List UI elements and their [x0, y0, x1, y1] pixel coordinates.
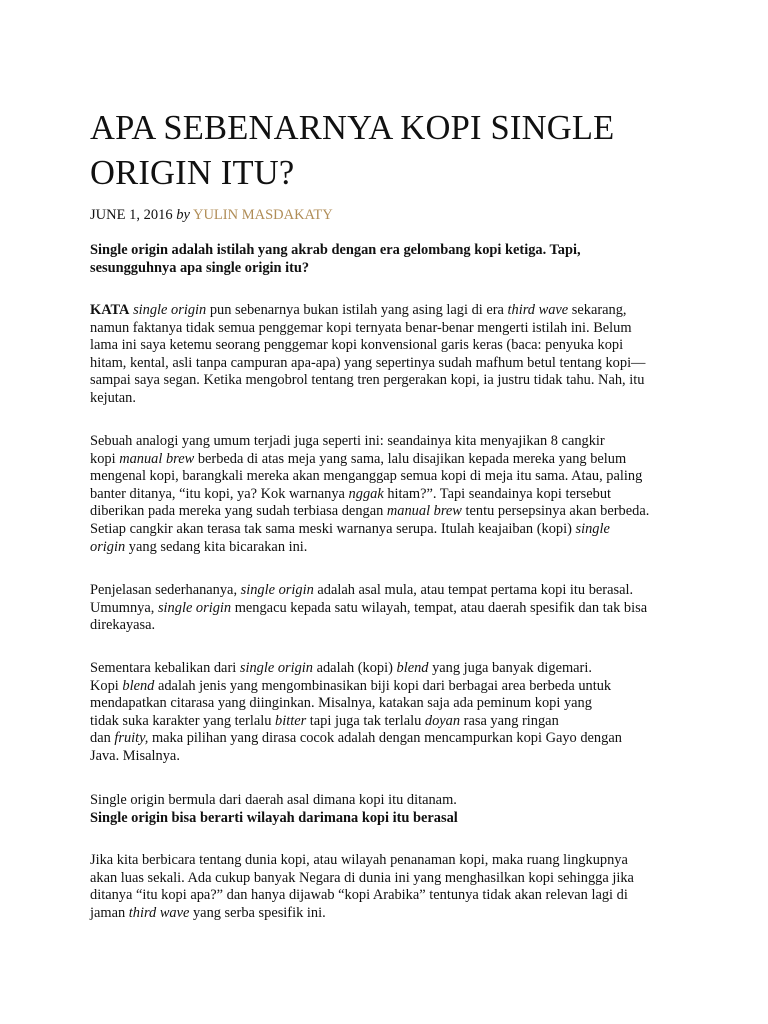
text-run: yang serba spesifik ini.: [189, 904, 326, 921]
text-line: [90, 521, 690, 539]
text-line: [90, 242, 690, 260]
text-run: Kopi: [90, 677, 123, 694]
body-paragraph-1: [90, 302, 690, 408]
lead-paragraph: [90, 242, 690, 277]
text-line: [90, 695, 690, 713]
text-run: akan luas sekali. Ada cukup banyak Negara di dunia ini yang menghasilkan kopi sehingga jika: [90, 869, 634, 886]
text-run: Single origin bermula dari daerah asal dimana kopi itu ditanam.: [90, 792, 457, 808]
text-run: namun faktanya tidak semua penggemar kopi ternyata benar-benar mengerti istilah ini. Belum: [90, 319, 632, 336]
body-paragraph-6: [90, 852, 690, 922]
text-line: [90, 870, 690, 888]
italic-text: single: [575, 520, 610, 537]
text-run: ditanya “itu kopi apa?” dan hanya dijawab “kopi Arabika” tentunya tidak akan relevan lagi di: [90, 887, 628, 904]
text-run: pun sebenarnya bukan istilah yang asing lagi di era: [206, 302, 508, 318]
italic-text: single origin: [240, 582, 314, 598]
text-run: tidak suka karakter yang terlalu: [90, 712, 276, 729]
body-paragraph-5: [90, 792, 690, 827]
text-run: Umumnya,: [90, 599, 158, 616]
text-run: tapi juga tak terlalu: [306, 712, 425, 729]
text-run: Sementara kebalikan dari: [90, 660, 240, 676]
text-line: [90, 792, 690, 810]
article-meta: [90, 205, 333, 225]
text-run: sampai saya segan. Ketika mengobrol tentang tren pergerakan kopi, ia justru tidak tahu. Nah, itu: [90, 372, 645, 389]
text-run: dan: [90, 730, 115, 747]
text-run: maka pilihan yang dirasa cocok adalah dengan mencampurkan kopi Gayo dengan: [148, 730, 622, 747]
text-run: kejutan.: [90, 389, 136, 406]
italic-text: single origin: [133, 302, 207, 318]
text-line: [90, 302, 690, 320]
text-line: [90, 337, 690, 355]
text-run: adalah asal mula, atau tempat pertama kopi itu berasal.: [313, 582, 634, 598]
author-link[interactable]: YULIN MASDAKATY: [192, 207, 333, 223]
text-run: lama ini saya ketemu seorang penggemar kopi konvensional garis keras (baca: penyuka kopi: [90, 337, 624, 354]
body-paragraph-2: [90, 433, 690, 556]
text-run: mendapatkan citarasa yang diinginkan. Misalnya, katakan saja ada peminum kopi yang: [90, 695, 592, 712]
text-run: adalah (kopi): [313, 660, 397, 676]
text-line: [90, 678, 690, 696]
italic-text: manual brew: [119, 450, 195, 467]
text-line: [90, 486, 690, 504]
text-run: Sebuah analogi yang umum terjadi juga seperti ini: seandainya kita menyajikan 8 cangkir: [90, 433, 605, 449]
italic-text: blend: [396, 660, 429, 676]
text-line: [90, 852, 690, 870]
text-line: [90, 260, 690, 278]
text-line: [90, 887, 690, 905]
text-line: [90, 451, 690, 469]
text-line: [90, 660, 690, 678]
bold-text: Single origin bisa berarti wilayah darimana kopi itu berasal: [90, 809, 458, 826]
bold-text: sesungguhnya apa single origin itu?: [90, 259, 310, 276]
italic-text: single origin: [157, 599, 232, 616]
text-run: yang juga banyak digemari.: [428, 660, 592, 676]
bold-text: Single origin adalah istilah yang akrab dengan era gelombang kopi ketiga. Tapi,: [90, 242, 581, 258]
text-line: [90, 320, 690, 338]
text-line: [90, 617, 690, 635]
text-run: mengacu kepada satu wilayah, tempat, atau daerah spesifik dan tak bisa: [231, 599, 648, 616]
text-run: hitam, kental, asli tanpa campuran apa-apa) yang sepertinya sudah mafhum betul tentang kopi—: [90, 354, 646, 371]
text-run: Java. Misalnya.: [90, 747, 180, 764]
text-run: diberikan pada mereka yang sudah terbiasa dengan: [90, 503, 387, 520]
text-run: hitam?”. Tapi seandainya kopi tersebut: [383, 485, 612, 502]
italic-text: origin: [90, 538, 126, 555]
italic-text: bitter: [275, 712, 307, 729]
text-run: Setiap cangkir akan terasa tak sama meski warnanya serupa. Itulah keajaiban (kopi): [90, 520, 576, 537]
text-line: [90, 355, 690, 373]
italic-text: fruity,: [114, 730, 149, 747]
text-run: Jika kita berbicara tentang dunia kopi, atau wilayah penanaman kopi, maka ruang lingkupnya: [90, 852, 628, 868]
italic-text: third wave: [507, 302, 569, 318]
text-line: [90, 433, 690, 451]
text-run: direkayasa.: [90, 617, 156, 634]
italic-text: nggak: [348, 485, 384, 502]
text-run: sekarang,: [568, 302, 627, 318]
text-run: yang sedang kita bicarakan ini.: [125, 538, 308, 555]
text-run: banter ditanya, “itu kopi, ya? Kok warnanya: [90, 485, 349, 502]
text-run: jaman: [90, 904, 129, 921]
text-line: [90, 748, 690, 766]
text-line: [90, 539, 690, 557]
text-run: rasa yang ringan: [460, 712, 559, 729]
text-run: berbeda di atas meja yang sama, lalu disajikan kepada mereka yang belum: [194, 450, 627, 467]
bold-text: KATA: [90, 302, 130, 318]
italic-text: single origin: [239, 660, 313, 676]
text-run: mengenal kopi, barangkali mereka akan menganggap semua kopi di meja itu sama. Atau, paling: [90, 468, 643, 485]
text-line: [90, 582, 690, 600]
text-run: adalah jenis yang mengombinasikan biji kopi dari berbagai area berbeda untuk: [154, 677, 612, 694]
italic-text: manual brew: [386, 503, 462, 520]
text-run: Penjelasan sederhananya,: [90, 582, 241, 598]
body-paragraph-4: [90, 660, 690, 766]
italic-text: third wave: [128, 904, 190, 921]
text-line: [90, 503, 690, 521]
text-line: [90, 468, 690, 486]
publish-date: JUNE 1, 2016: [90, 207, 173, 223]
text-line: [90, 390, 690, 408]
text-line: [90, 730, 690, 748]
text-run: tentu persepsinya akan berbeda.: [461, 503, 650, 520]
text-line: [90, 600, 690, 618]
body-paragraph-3: [90, 582, 690, 635]
italic-text: blend: [122, 677, 155, 694]
text-line: [90, 810, 690, 828]
article-title: APA SEBENARNYA KOPI SINGLE ORIGIN ITU?: [90, 109, 615, 192]
italic-text: doyan: [424, 712, 461, 729]
byline-by: by: [176, 207, 190, 223]
text-line: [90, 713, 690, 731]
text-line: [90, 905, 690, 923]
text-run: kopi: [90, 450, 120, 467]
text-line: [90, 372, 690, 390]
